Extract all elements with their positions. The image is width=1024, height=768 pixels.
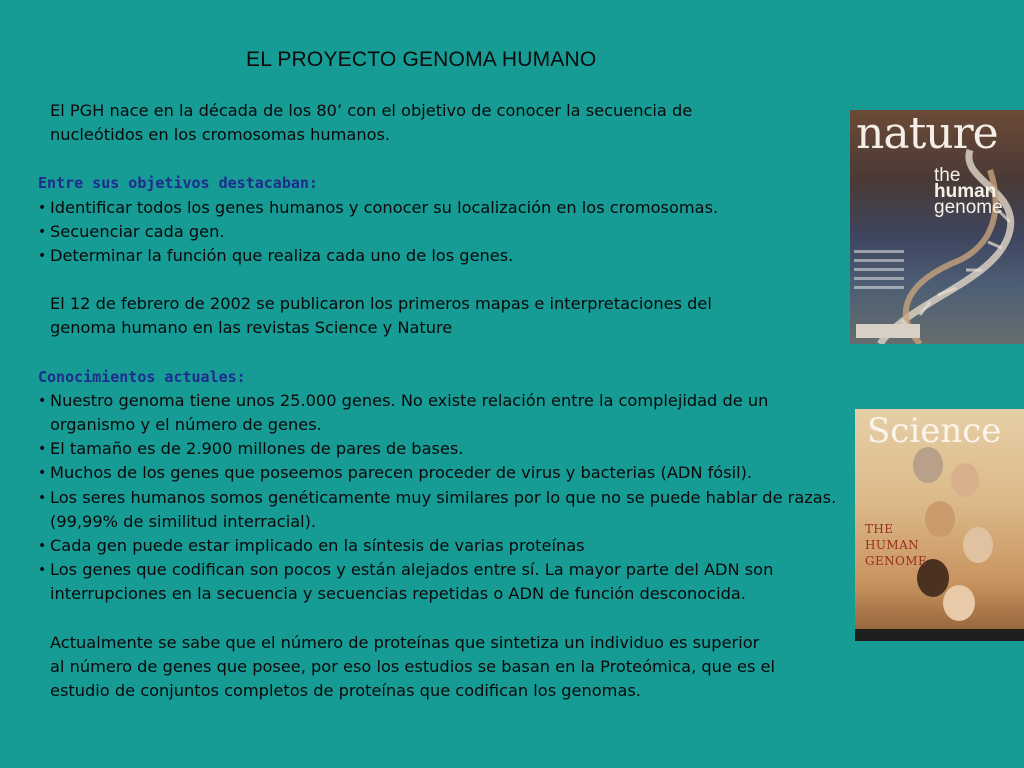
- knowledge-list: [38, 389, 858, 607]
- nature-subtitle-2: human: [934, 181, 997, 202]
- nature-cover-image: [850, 110, 1024, 344]
- knowledge-item: • Los genes que codifican son pocos y están alejados entre sí. La mayor parte del ADN son interrupciones en la secuencia y secuencias repetidas o ADN de función desconocida.: [38, 558, 858, 606]
- knowledge-item: • Los seres humanos somos genéticamente muy similares por lo que no se puede hablar de razas. (99,99% de similitud interracial).: [38, 486, 858, 534]
- spacer: [38, 607, 858, 631]
- nature-cover-text-lines: [854, 250, 904, 295]
- face-graphic: [951, 463, 979, 497]
- objective-item: • Secuenciar cada gen.: [38, 220, 858, 244]
- face-graphic: [943, 585, 975, 621]
- science-subtitle-1: THE: [865, 522, 894, 536]
- publication-line-1: El 12 de febrero de 2002 se publicaron los primeros mapas e interpretaciones del: [50, 294, 712, 314]
- nature-subtitle-3: genome: [934, 197, 1003, 218]
- spacer: [38, 341, 858, 365]
- slide-body: [38, 99, 858, 703]
- nature-cover-subtitle: [934, 165, 1024, 218]
- knowledge-item: • Cada gen puede estar implicado en la síntesis de varias proteínas: [38, 534, 858, 558]
- nature-cover-label: [856, 324, 920, 338]
- science-cover-image: [855, 409, 1024, 641]
- objective-item: • Identificar todos los genes humanos y conocer su localización en los cromosomas.: [38, 196, 858, 220]
- science-subtitle-3: GENOME: [865, 554, 928, 568]
- intro-line-1: El PGH nace en la década de los 80’ con el objetivo de conocer la secuencia de: [50, 101, 693, 120]
- objectives-heading: Entre sus objetivos destacaban:: [38, 174, 318, 193]
- nature-masthead: nature: [856, 110, 998, 159]
- science-cover-footer: [855, 629, 1024, 641]
- slide-title: EL PROYECTO GENOMA HUMANO: [246, 48, 597, 71]
- knowledge-heading: Conocimientos actuales:: [38, 367, 246, 386]
- face-graphic: [963, 527, 993, 563]
- knowledge-item: • El tamaño es de 2.900 millones de pares de bases.: [38, 437, 858, 461]
- spacer: [38, 147, 858, 171]
- objective-item: • Determinar la función que realiza cada uno de los genes.: [38, 244, 858, 268]
- face-graphic: [925, 501, 955, 537]
- conclusion-line-1: Actualmente se sabe que el número de proteínas que sintetiza un individuo es superior: [50, 632, 760, 652]
- science-subtitle-2: HUMAN: [865, 538, 920, 552]
- face-graphic: [913, 447, 943, 483]
- objectives-list: [38, 196, 858, 269]
- spacer: [38, 268, 858, 292]
- publication-line-2: genoma humano en las revistas Science y Nature: [50, 318, 453, 338]
- conclusion-line-2: al número de genes que posee, por eso los estudios se basan en la Proteómica, que es el: [50, 656, 776, 676]
- nature-subtitle-1: the: [934, 165, 961, 186]
- knowledge-item: • Nuestro genoma tiene unos 25.000 genes. No existe relación entre la complejidad de un organismo y el número de genes.: [38, 389, 858, 437]
- intro-line-2: nucleótidos en los cromosomas humanos.: [50, 125, 391, 145]
- science-cover-subtitle: [865, 521, 927, 569]
- science-masthead: Science: [867, 411, 1002, 451]
- knowledge-item: • Muchos de los genes que poseemos parecen proceder de virus y bacterias (ADN fósil).: [38, 461, 858, 485]
- conclusion-line-3: estudio de conjuntos completos de proteínas que codifican los genomas.: [50, 681, 641, 701]
